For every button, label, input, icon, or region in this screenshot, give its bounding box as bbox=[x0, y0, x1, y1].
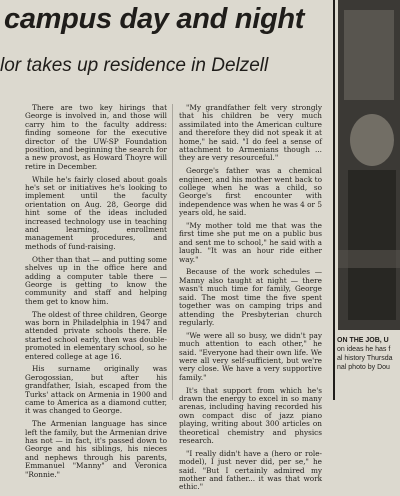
caption-line: on ideas he has f bbox=[337, 346, 391, 353]
paragraph: Because of the work schedules — Manny also taught at night — there wasn't much time for family, George said. The most time the five spent together was on camping trips and attending the Presbyterian church regularly. bbox=[179, 267, 322, 327]
paragraph: His surname originally was Gerogossian, but after his grandfather, Isiah, escaped from the Turks' attack on Armenia in 1900 and came to America as a diamond cutter, it was changed to George. bbox=[25, 364, 167, 416]
paragraph: "I really didn't have a (hero or role-model), I just never did, per se," he said. "But I certainly admired my mother and father... it was that work ethic." bbox=[179, 448, 322, 492]
photo-border bbox=[333, 0, 335, 400]
paragraph: "My grandfather felt very strongly that his children be very much assimilated into the American culture and therefore they did not speak it at home," he said. "I do feel a sense of attachment to Armenians though ... they are very resourceful." bbox=[179, 103, 322, 163]
article-column-left bbox=[25, 104, 167, 483]
paragraph: While he's fairly closed about goals he's set or initiatives he's looking to implement until the faculty orientation on Aug. 28, George did hint some of the ideas included increased technology use in teaching and learning, enrollment management procedures, and methods of fund-raising. bbox=[25, 174, 167, 251]
paragraph: There are two key hirings that George is involved in, and those will carry him to the faculty address: finding someone for the executive director of the UW-SP Foundation position, and beginning the search for a new provost, as Howard Thoyre will retire in December. bbox=[25, 103, 167, 171]
paragraph: Other than that — and putting some shelves up in the office here and adding a computer table there — George is getting to know the community and staff and helping them get to know him. bbox=[25, 254, 167, 306]
headline: campus day and night bbox=[4, 3, 305, 35]
paragraph: The oldest of three children, George was born in Philadelphia in 1947 and attended private schools there. He started school early, then was double-promoted in elementary school, so he entered college at age 16. bbox=[25, 309, 167, 361]
subheadline: lor takes up residence in Delzell bbox=[0, 55, 269, 76]
article-column-right bbox=[179, 104, 322, 496]
caption-line: al history Thursda bbox=[337, 355, 393, 362]
column-divider bbox=[172, 104, 173, 400]
paragraph: "My mother told me that was the first time she put me on a public bus and sent me to school," he said with a laugh. "It was an hour ride either way." bbox=[179, 221, 322, 264]
caption-lead: ON THE JOB, U bbox=[337, 337, 389, 344]
photo bbox=[338, 0, 400, 330]
photo-image bbox=[338, 0, 400, 330]
photo-caption bbox=[337, 336, 400, 372]
caption-line: nal photo by Dou bbox=[337, 364, 390, 371]
paragraph: George's father was a chemical engineer, and his mother went back to college when he was a child, so George's first encounter with independence was when he was 4 or 5 years old, he said. bbox=[179, 166, 322, 218]
paragraph: The Armenian language has since left the family, but the Armenian drive has not — in fact, it's passed down to George and his siblings, his nieces and nephews through his parents, Emmanuel "Manny" and Veronica "Ronnie." bbox=[25, 419, 167, 479]
paragraph: It's that support from which he's drawn the energy to excel in so many arenas, including having recorded his own compact disc of jazz piano playing, writing about 300 articles on theoretical chemistry and physics research. bbox=[179, 385, 322, 445]
paragraph: "We were all so busy, we didn't pay much attention to each other," he said. "Everyone had their own life. We were all very self-sufficient, but we're very close. We have a very supportive family." bbox=[179, 330, 322, 382]
